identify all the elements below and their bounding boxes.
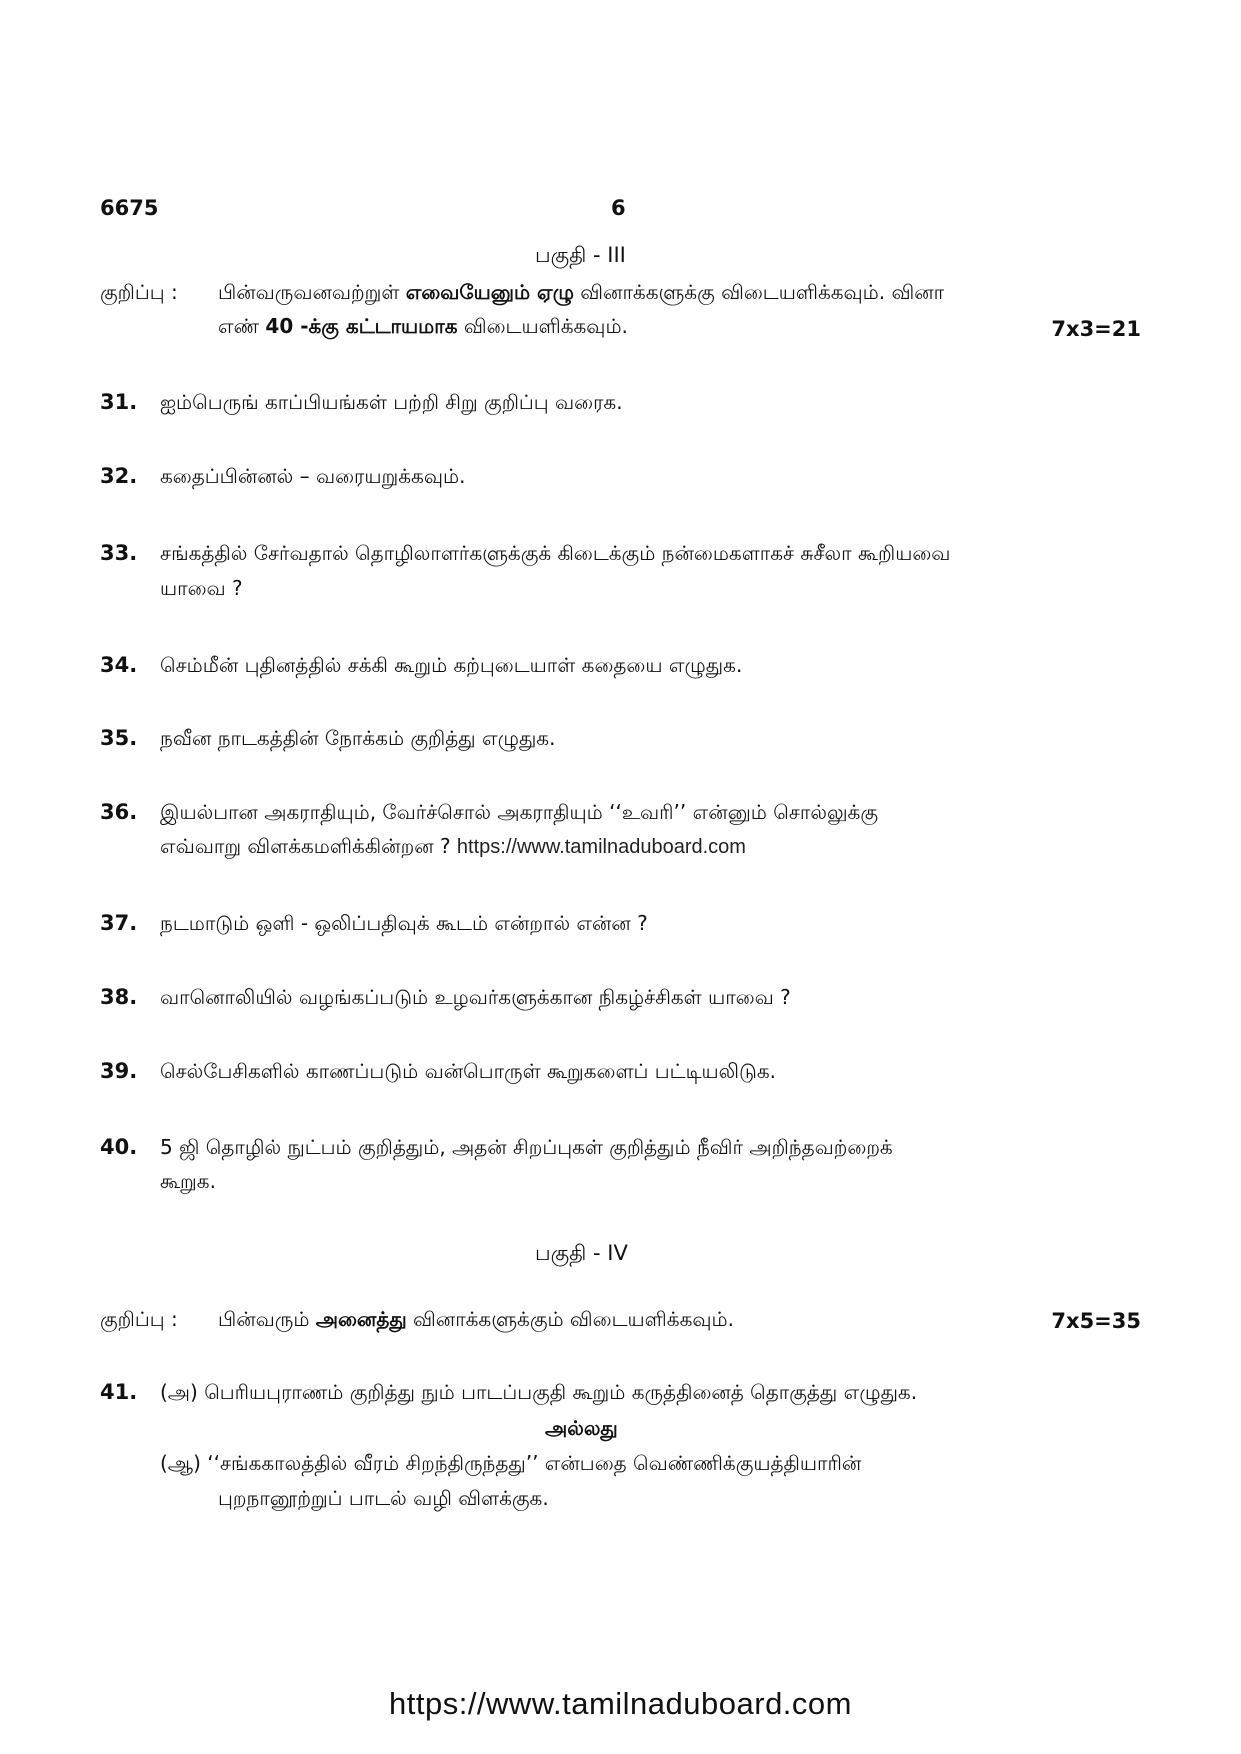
question-text: கதைப்பின்னல் – வரையறுக்கவும். — [160, 464, 466, 488]
section-4-note-label: குறிப்பு : — [100, 1307, 178, 1331]
note-emphasis: எவையேனும் ஏழு — [405, 280, 574, 304]
question-text: செல்பேசிகளில் காணப்படும் வன்பொருள் கூறுகளைப் பட்டியலிடுக. — [160, 1059, 777, 1083]
note-text: விடையளிக்கவும். — [457, 314, 628, 338]
section-4-marks: 7x5=35 — [1051, 1309, 1141, 1333]
note-text: வினாக்களுக்கு விடையளிக்கவும். வினா — [573, 280, 945, 304]
question-number: 39. — [100, 1059, 138, 1083]
section-3-title-text: பகுதி - III — [535, 243, 626, 267]
question-text: வானொலியில் வழங்கப்படும் உழவர்களுக்கான நிகழ்ச்சிகள் யாவை ? — [160, 985, 791, 1009]
section-4-title-text: பகுதி - IV — [535, 1241, 628, 1265]
question-text: 5 ஜி தொழில் நுட்பம் குறித்தும், அதன் சிறப்புகள் குறித்தும் நீவிர் அறிந்தவற்றைக் — [160, 1135, 893, 1159]
question-text-part: எவ்வாறு விளக்கமளிக்கின்றன ? — [160, 834, 451, 858]
note-text: வினாக்களுக்கும் விடையளிக்கவும். — [406, 1307, 734, 1331]
note-emphasis: 40 -க்கு கட்டாயமாக — [265, 314, 458, 338]
section-3-marks: 7x3=21 — [1051, 317, 1141, 341]
question-text-continued: கூறுக. — [160, 1169, 216, 1193]
watermark-url: https://www.tamilnaduboard.com — [456, 836, 746, 858]
section-3-note-label: குறிப்பு : — [100, 280, 178, 304]
question-number: 34. — [100, 653, 138, 677]
question-number: 35. — [100, 726, 138, 750]
exam-code: 6675 — [100, 196, 159, 220]
question-41-option-a: (அ) பெரியபுராணம் குறித்து நும் பாடப்பகுதி கூறும் கருத்தினைத் தொகுத்து எழுதுக. — [160, 1380, 918, 1404]
question-number: 32. — [100, 464, 138, 488]
footer-url: https://www.tamilnaduboard.com — [389, 1686, 852, 1721]
section-3-note-line-1 — [218, 280, 944, 307]
note-text: பின்வரும் — [218, 1307, 316, 1331]
question-number: 31. — [100, 390, 138, 414]
question-41-option-b: (ஆ) ‘‘சங்ககாலத்தில் வீரம் சிறந்திருந்தது’’ என்பதை வெண்ணிக்குயத்தியாரின் — [160, 1451, 862, 1475]
question-number: 36. — [100, 800, 138, 824]
page-number: 6 — [611, 196, 626, 220]
question-number: 40. — [100, 1135, 138, 1159]
question-text-continued: யாவை ? — [160, 576, 243, 600]
question-text: ஐம்பெருங் காப்பியங்கள் பற்றி சிறு குறிப்பு வரைக. — [160, 390, 623, 414]
section-4-title — [535, 1241, 628, 1268]
section-3-title — [535, 243, 626, 270]
question-text: நடமாடும் ஒளி - ஒலிப்பதிவுக் கூடம் என்றால் என்ன ? — [160, 911, 648, 935]
question-text-continued — [160, 834, 746, 861]
question-text: நவீன நாடகத்தின் நோக்கம் குறித்து எழுதுக. — [160, 726, 556, 750]
question-text: சங்கத்தில் சேர்வதால் தொழிலாளர்களுக்குக் கிடைக்கும் நன்மைகளாகச் சுசீலா கூறியவை — [160, 541, 951, 565]
question-number: 33. — [100, 541, 138, 565]
section-3-note-line-2 — [218, 314, 628, 341]
section-4-note — [218, 1307, 734, 1334]
note-text: பின்வருவனவற்றுள் — [218, 280, 406, 304]
note-emphasis: அனைத்து — [315, 1307, 407, 1331]
question-number: 37. — [100, 911, 138, 935]
question-number: 38. — [100, 985, 138, 1009]
question-number: 41. — [100, 1380, 138, 1404]
question-text: இயல்பான அகராதியும், வேர்ச்சொல் அகராதியும் ‘‘உவரி’’ என்னும் சொல்லுக்கு — [160, 800, 878, 824]
question-41-option-b-continued: புறநானூற்றுப் பாடல் வழி விளக்குக. — [218, 1486, 549, 1510]
question-text: செம்மீன் புதினத்தில் சக்கி கூறும் கற்புடையாள் கதையை எழுதுக. — [160, 653, 743, 677]
note-text: எண் — [218, 314, 266, 338]
or-separator: அல்லது — [545, 1416, 618, 1440]
